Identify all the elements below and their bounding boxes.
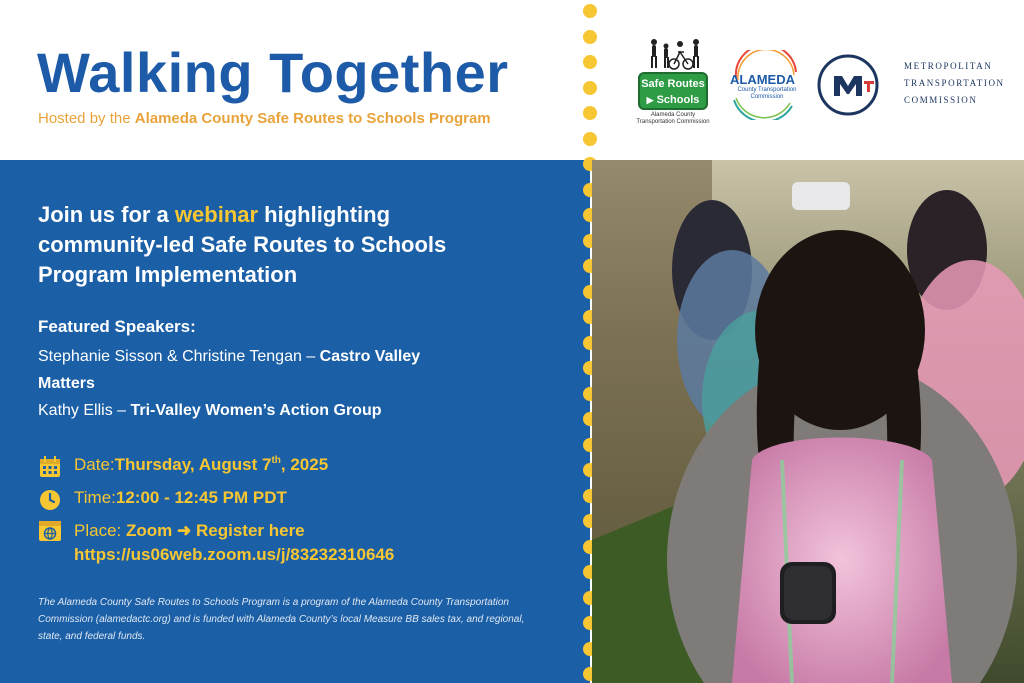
srts-caption-1: Alameda County: [650, 112, 696, 118]
srts-arrow-icon: ▶: [646, 95, 654, 105]
lede-highlight: webinar: [174, 202, 259, 227]
safe-routes-logo: [630, 36, 716, 128]
mtc-line-1: METROPOLITAN: [904, 61, 993, 71]
place-label: Place:: [74, 521, 126, 540]
date-year: , 2025: [280, 455, 329, 474]
speaker-entry: [38, 343, 468, 397]
place-value: Zoom: [125, 521, 173, 540]
mtc-circle-icon: [816, 50, 886, 120]
students-walking-image: [592, 160, 1024, 683]
date-suffix: th: [271, 455, 281, 466]
time-row: [38, 488, 287, 512]
divider-dot: [583, 4, 597, 18]
page-title: Walking Together: [37, 41, 509, 104]
time-value: 12:00 - 12:45 PM PDT: [115, 488, 287, 507]
place-row: [38, 519, 394, 567]
speaker-org: Tri-Valley Women’s Action Group: [130, 402, 382, 419]
hosted-by-line: [38, 110, 491, 127]
hero-photo: [592, 160, 1024, 683]
srts-caption: [630, 112, 716, 126]
divider-dot: [583, 132, 597, 146]
alameda-ctc-logo: [722, 50, 812, 120]
register-link[interactable]: Register here: [195, 521, 305, 540]
divider-dot: [583, 81, 597, 95]
speaker-org: Castro Valley Matters: [38, 348, 421, 392]
calendar-icon: [38, 455, 62, 479]
arrow-right-icon: ➜: [177, 521, 192, 540]
date-label: Date:: [74, 455, 115, 474]
srts-badge: [638, 72, 708, 110]
header: [0, 0, 1024, 160]
hosted-prefix: Hosted by the: [38, 110, 135, 127]
globe-browser-icon: [38, 519, 62, 543]
alameda-sub: County Transportation Commission: [737, 87, 797, 100]
time-label: Time:: [74, 488, 116, 507]
alameda-name: ALAMEDA: [730, 72, 795, 87]
mtc-line-2: TRANSPORTATION: [904, 78, 1005, 88]
srts-label-2: [640, 92, 706, 108]
info-panel: [0, 160, 590, 683]
mtc-line-3: COMMISSION: [904, 95, 978, 105]
date-row: [38, 455, 328, 479]
featured-speakers-heading: Featured Speakers:: [38, 317, 196, 336]
place-text: [74, 519, 394, 567]
lede-part-2: highlighting community-led Safe Routes to Schools Program Implementation: [38, 202, 447, 287]
lede-text: [38, 200, 478, 290]
speaker-names: Kathy Ellis –: [38, 402, 131, 419]
fine-print: The Alameda County Safe Routes to Schools Program is a program of the Alameda County Transportation Commission (alamedactc.org) and is funded with Alameda County’s local Measure BB sales tax, and regional, state, and federal funds.: [38, 597, 525, 642]
place-line: [74, 519, 394, 543]
speaker-names: Stephanie Sisson & Christine Tengan –: [38, 348, 320, 365]
walking-kids-icon: [630, 36, 716, 72]
mtc-wordmark: [904, 58, 1005, 109]
srts-caption-2: Transportation Commission: [636, 119, 710, 125]
srts-label-2-text: Schools: [656, 94, 700, 106]
clock-icon: [38, 488, 62, 512]
divider-dot: [583, 55, 597, 69]
lede-part-1: Join us for a: [38, 202, 175, 227]
hosted-org: Alameda County Safe Routes to Schools Program: [134, 110, 491, 127]
divider-dot: [583, 106, 597, 120]
srts-label-1: Safe Routes: [641, 78, 705, 90]
date-value: Thursday, August 7: [114, 455, 272, 474]
mtc-logo: [816, 50, 886, 120]
divider-dot: [583, 30, 597, 44]
register-url[interactable]: https://us06web.zoom.us/j/83232310646: [74, 545, 395, 564]
speaker-entry: [38, 397, 468, 424]
